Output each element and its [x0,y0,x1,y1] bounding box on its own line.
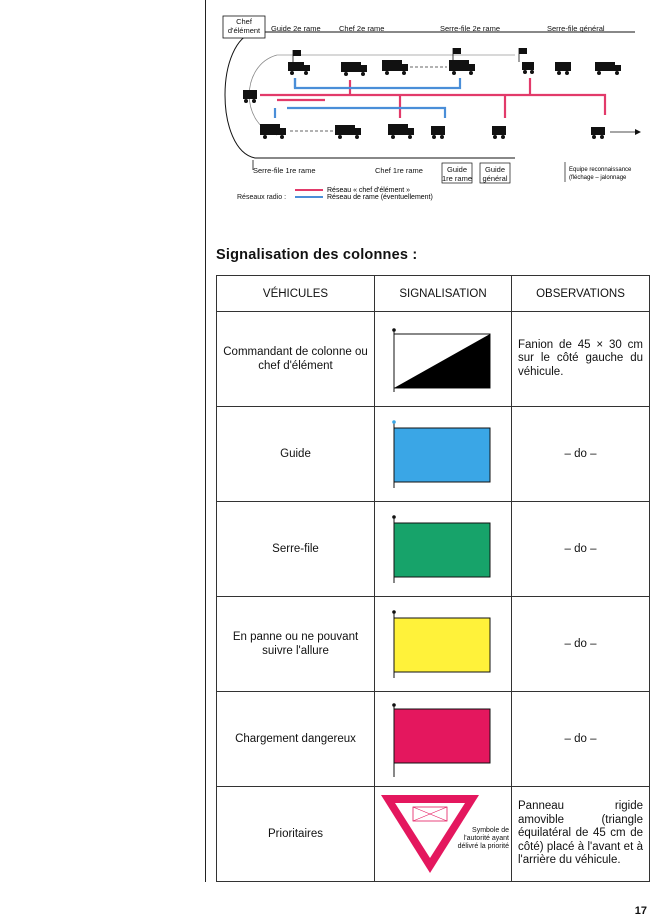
label-equipe-line2: (fléchage – jalonnage [569,175,627,181]
observation-cell: – do – [512,597,650,692]
section-title: Signalisation des colonnes : [216,247,418,263]
flag-cell [375,692,512,787]
vehicle-cell: Guide [217,407,375,502]
table-row [217,407,650,502]
blue-radio-network [275,78,460,118]
header-observations: OBSERVATIONS [512,276,650,312]
legend-label: Réseaux radio : [237,194,287,201]
observation-cell: Fanion de 45 × 30 cm sur le côté gauche du véhicule. [512,312,650,407]
vehicle-cell: En panne ou ne pouvant suivre l'allure [217,597,375,692]
margin-rule [205,0,206,882]
table-row [217,502,650,597]
observation-cell: Panneau rigide amovible (triangle équilatéral de 45 cm de côté) placé à l'avant et à l'arrière du véhicule. [512,787,650,882]
yellow-flag-icon [388,608,498,680]
flag-cell [375,502,512,597]
vehicle-cell: Prioritaires [217,787,375,882]
table-row [217,312,650,407]
header-signalisation: SIGNALISATION [375,276,512,312]
flag-cell [375,787,512,882]
label-guide-1-line1: Guide [446,165,468,174]
flag-cell [375,312,512,407]
label-guide-general-line1: Guide [484,165,506,174]
label-chef-2: Chef 2e rame [339,24,385,33]
label-serre-file-1: Serre-file 1re rame [253,166,316,175]
symbol-caption: Symbole de l'autorité ayant délivré la priorité [457,827,509,850]
legend-blue: Réseau de rame (éventuellement) [327,194,433,201]
label-serre-file-general: Serre-file général [547,24,605,33]
table-row [217,787,650,882]
blue-flag-icon [388,418,498,490]
vehicle-cell: Chargement dangereux [217,692,375,787]
legend-red: Réseau « chef d'élément » [327,187,411,194]
flag-cell [375,407,512,502]
lower-vehicles [260,124,605,139]
observation-cell: – do – [512,692,650,787]
header-vehicules: VÉHICULES [217,276,375,312]
observation-cell: – do – [512,407,650,502]
red-radio-network [260,78,605,118]
label-equipe-line1: Equipe reconnaissance [569,167,632,173]
label-chef-element-line1: Chef [236,17,252,26]
label-guide-general-line2: général [482,174,508,183]
label-guide-2: Guide 2e rame [271,24,321,33]
signalisation-table [216,275,650,882]
table-row [217,597,650,692]
magenta-flag-icon [388,699,498,779]
label-chef-1: Chef 1re rame [375,166,423,175]
label-serre-file-2: Serre-file 2e rame [440,24,501,33]
table-header-row [217,276,650,312]
convoy-diagram [215,0,655,205]
diagonal-flag-icon [388,324,498,394]
table-row [217,692,650,787]
label-guide-1-line2: 1re rame [441,174,473,183]
vehicle-cell: Commandant de colonne ou chef d'élément [217,312,375,407]
vehicle-cell: Serre-file [217,502,375,597]
page-number: 17 [634,905,647,917]
green-flag-icon [388,513,498,585]
flag-cell [375,597,512,692]
observation-cell: – do – [512,502,650,597]
label-chef-element-line2: d'élément [227,26,261,35]
